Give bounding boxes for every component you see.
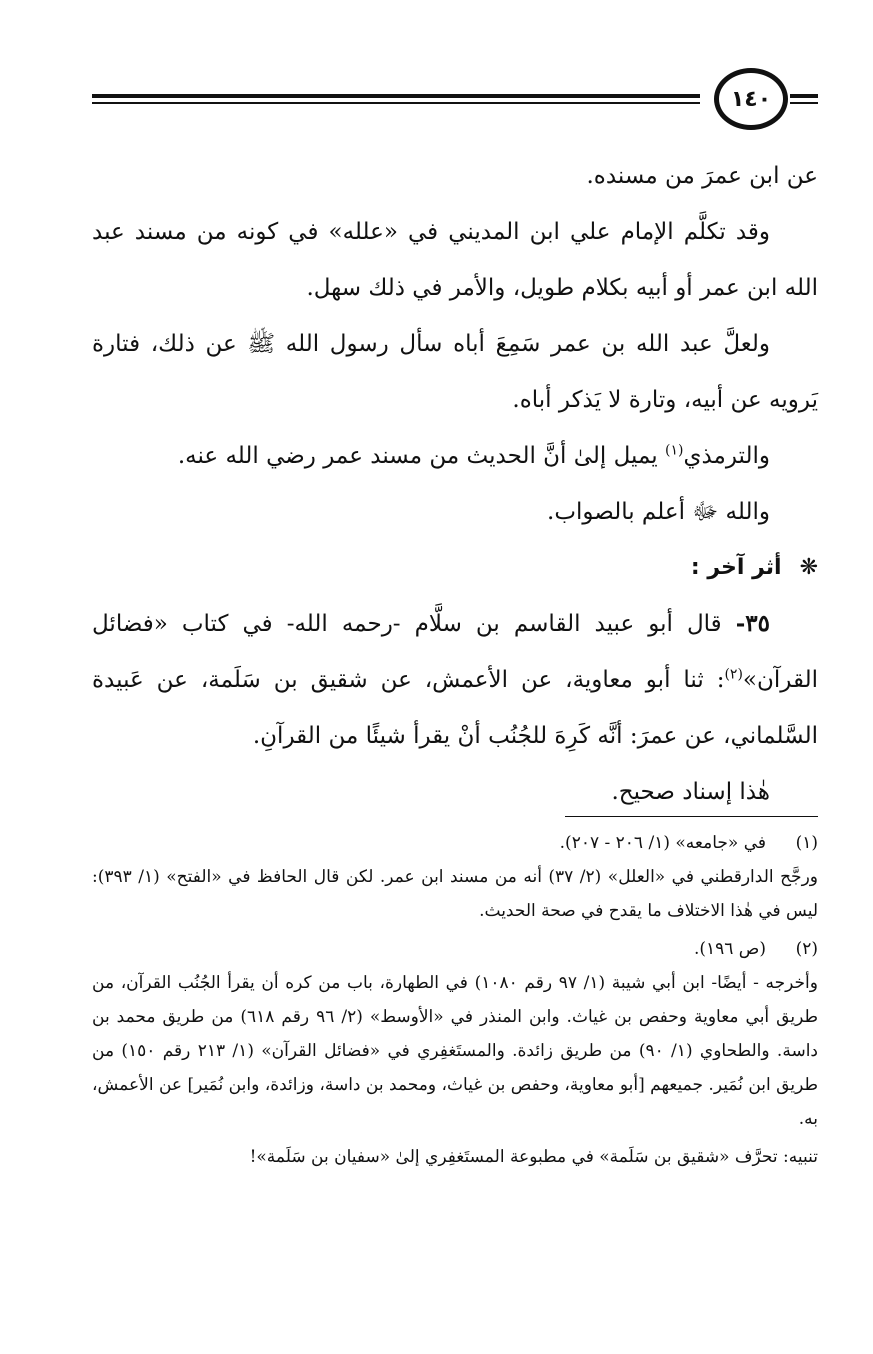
header-rule-thin <box>92 102 700 104</box>
heading-star-icon: ❋ <box>799 555 818 580</box>
footnote-1-body: ورجَّح الدارقطني في «العلل» (٢/ ٣٧) أنه من مسند ابن عمر. لكن قال الحافظ في «الفتح» (١/ ٣٩٣): ليس في هٰذا الاختلاف ما يقدح في صحة الحديث. <box>92 867 818 921</box>
paragraph-6-start: قال أبو عبيد القاسم بن سلَّام -رحمه الله- في كتاب «فضائل القرآن» <box>92 611 818 693</box>
footnote-2-note: تنبيه: تحرَّف «شقيق بن سَلَمة» في مطبوعة المستَغفِري إلىٰ «سفيان بن سَلَمة»! <box>249 1147 818 1167</box>
footnote-ref-2: (٢) <box>724 666 743 683</box>
header-rule-right-thin <box>790 102 818 104</box>
heading-text: أثر آخر : <box>690 555 782 580</box>
paragraph-1: عن ابن عمرَ من مسنده. <box>586 163 818 189</box>
paragraph-4-end: يميل إلىٰ أنَّ الحديث من مسند عمر رضي الله عنه. <box>177 443 665 469</box>
paragraph-5: والله ﷻ أعلم بالصواب. <box>547 499 770 525</box>
main-text <box>92 148 818 820</box>
page-header <box>92 64 818 134</box>
paragraph-3: ولعلَّ عبد الله بن عمر سَمِعَ أباه سأل رسول الله ﷺ عن ذلك، فتارة يَرويه عن أبيه، وتارة لا يَذكر أباه. <box>92 331 818 413</box>
footnote-1-source: في «جامعه» (١/ ٢٠٦ - ٢٠٧). <box>559 833 766 853</box>
athar-number: ٣٥- <box>735 610 770 637</box>
footnote-ref-1: (١) <box>665 442 684 459</box>
paragraph-6 <box>92 596 818 764</box>
footnotes <box>92 826 818 1174</box>
footnote-separator <box>565 816 818 817</box>
paragraph-4 <box>92 428 818 484</box>
footnote-1-head <box>92 826 818 860</box>
paragraph-2: وقد تكلَّم الإمام علي ابن المديني في «علله» في كونه من مسند عبد الله ابن عمر أو أبيه بكلام طويل، والأمر في ذلك سهل. <box>92 219 818 301</box>
page-number: ١٤٠ <box>714 68 788 130</box>
section-heading <box>92 540 818 596</box>
paragraph-4-start: والترمذي <box>683 443 770 469</box>
footnote-2-number: (٢) <box>795 939 818 959</box>
header-rule-right-thick <box>790 94 818 98</box>
footnote-2-head <box>92 932 818 966</box>
header-rule-thick <box>92 94 700 98</box>
footnote-2-body: وأخرجه - أيضًا- ابن أبي شيبة (١/ ٩٧ رقم ١٠٨٠) في الطهارة، باب من كره أن يقرأ الجُنُب القرآن، من طريق أبي معاوية وحفص بن غياث. وابن المنذر في «الأوسط» (٢/ ٩٦ رقم ٦١٨) من طريق محمد بن داسة. والطحاوي (١/ ٩٠) من طريق زائدة. والمستَغفِري في «فضائل القرآن» (١/ ٢١٣ رقم ١٥٠) من طريق ابن نُمَير. جميعهم [أبو معاوية، وحفص بن غياث، ومحمد بن داسة، وزائدة، وابن نُمَير] عن الأعمش، به. <box>92 973 818 1129</box>
paragraph-7: هٰذا إسناد صحيح. <box>611 779 770 805</box>
paragraph-6-end: : ثنا أبو معاوية، عن الأعمش، عن شقيق بن سَلَمة، عن عَبيدة السَّلماني، عن عمرَ: أنَّه كَرِهَ للجُنُب أنْ يقرأ شيئًا من القرآنِ. <box>92 667 818 749</box>
footnote-1-number: (١) <box>795 833 818 853</box>
footnote-2-source: (ص ١٩٦). <box>693 939 766 959</box>
